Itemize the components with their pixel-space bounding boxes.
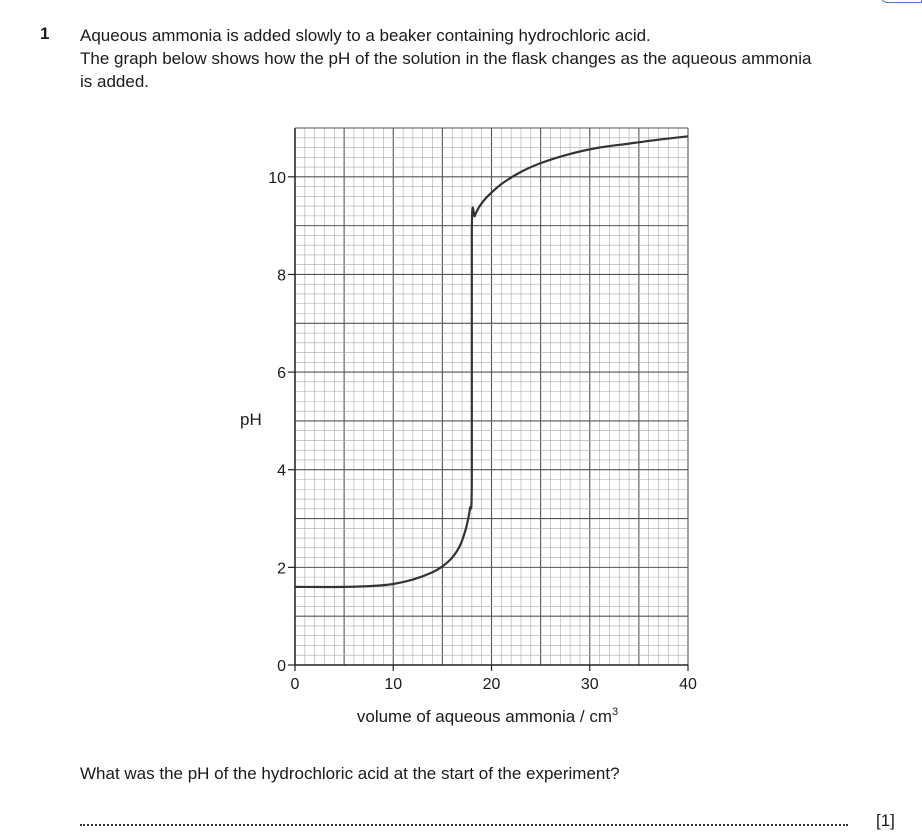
x-tick-label: 20 xyxy=(482,676,501,693)
marks-label: [1] xyxy=(876,811,895,830)
stem-line: The graph below shows how the pH of the solution in the flask changes as the aqueous ammonia xyxy=(80,49,812,68)
y-tick-label: 4 xyxy=(277,462,286,480)
y-tick-label: 6 xyxy=(277,365,286,383)
question-prompt: What was the pH of the hydrochloric acid at the start of the experiment? xyxy=(80,764,620,783)
y-tick-label: 10 xyxy=(268,169,286,187)
y-tick-label: 0 xyxy=(277,658,286,675)
answer-line[interactable] xyxy=(80,812,848,826)
question-number: 1 xyxy=(40,24,50,43)
y-axis-label: pH xyxy=(240,410,262,429)
x-tick-label: 40 xyxy=(679,676,697,693)
x-tick-label: 30 xyxy=(580,676,599,693)
y-tick-label: 2 xyxy=(277,560,286,578)
question-stem xyxy=(80,24,910,93)
stem-line: Aqueous ammonia is added slowly to a beaker containing hydrochloric acid. xyxy=(80,26,651,45)
x-axis-label-superscript: 3 xyxy=(612,706,619,718)
corner-tab xyxy=(880,0,922,3)
x-axis-label-text: volume of aqueous ammonia / cm xyxy=(356,707,612,726)
ph-titration-chart xyxy=(230,120,710,740)
stem-line: is added. xyxy=(80,72,149,91)
y-tick-label: 8 xyxy=(277,267,286,285)
chart-grid xyxy=(295,128,688,665)
chart-ticks xyxy=(268,170,697,693)
x-tick-label: 10 xyxy=(384,676,403,693)
x-axis-label xyxy=(357,706,618,726)
x-tick-label: 0 xyxy=(290,676,300,693)
